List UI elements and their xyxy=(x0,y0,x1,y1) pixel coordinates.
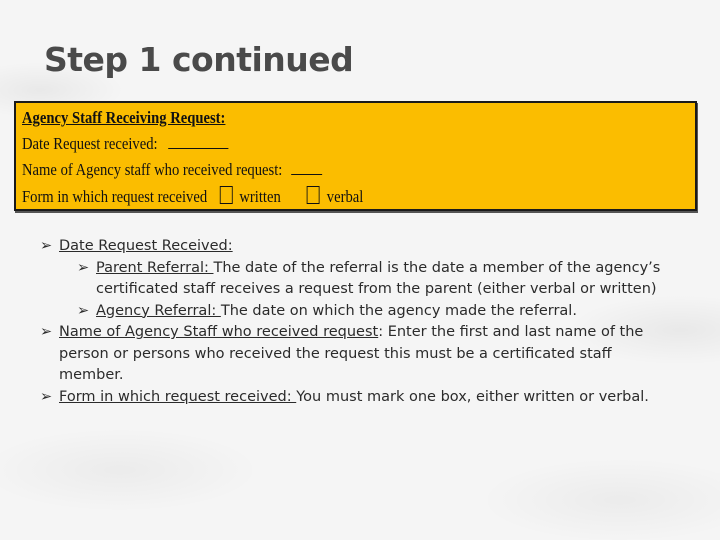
bullet-label: Name of Agency Staff who received request xyxy=(59,324,379,340)
form-staff-line xyxy=(22,160,322,180)
bullet-agency-referral xyxy=(40,301,680,323)
form-date-blank xyxy=(168,147,228,149)
bullet-parent-referral xyxy=(40,258,680,301)
arrow-bullet-icon: ➢ xyxy=(40,388,53,405)
slide-title: Step 1 continued xyxy=(44,40,354,79)
form-heading: Agency Staff Receiving Request: xyxy=(22,108,226,127)
bullet-text: The date on which the agency made the referral. xyxy=(220,302,577,319)
verbal-option-label: verbal xyxy=(326,187,364,206)
form-staff-blank xyxy=(291,173,322,175)
bullet-date-request xyxy=(40,236,680,258)
bullet-label: Parent Referral: xyxy=(96,259,214,276)
bullet-text: The date of the referral is the date a member of the agency’s certificated staff receives a request from the parent (either verbal or written) xyxy=(96,259,661,297)
form-date-label: Date Request received: xyxy=(22,134,158,153)
arrow-bullet-icon: ➢ xyxy=(40,324,53,340)
form-staff-label: Name of Agency staff who received request: xyxy=(22,160,283,179)
verbal-checkbox xyxy=(307,186,320,204)
bullet-form-type xyxy=(40,387,680,409)
arrow-bullet-icon: ➢ xyxy=(40,238,53,254)
bullet-list xyxy=(40,236,680,408)
arrow-bullet-icon: ➢ xyxy=(77,302,90,319)
arrow-bullet-icon: ➢ xyxy=(77,259,90,276)
form-date-line xyxy=(22,134,228,154)
bullet-staff-name xyxy=(40,322,680,387)
bullet-text: You must mark one box, either written or verbal. xyxy=(296,388,649,405)
written-checkbox xyxy=(219,186,232,204)
bullet-text: : Enter the first and last name of the person or persons who received the request this must be a certificated staff member. xyxy=(59,324,644,383)
bullet-label: Date Request Received: xyxy=(59,238,233,254)
form-type-line xyxy=(22,186,363,207)
bullet-label: Form in which request received: xyxy=(59,388,297,405)
form-type-label: Form in which request received xyxy=(22,187,208,206)
form-excerpt-image xyxy=(14,101,697,211)
written-option-label: written xyxy=(239,187,281,206)
bullet-label: Agency Referral: xyxy=(96,302,221,319)
